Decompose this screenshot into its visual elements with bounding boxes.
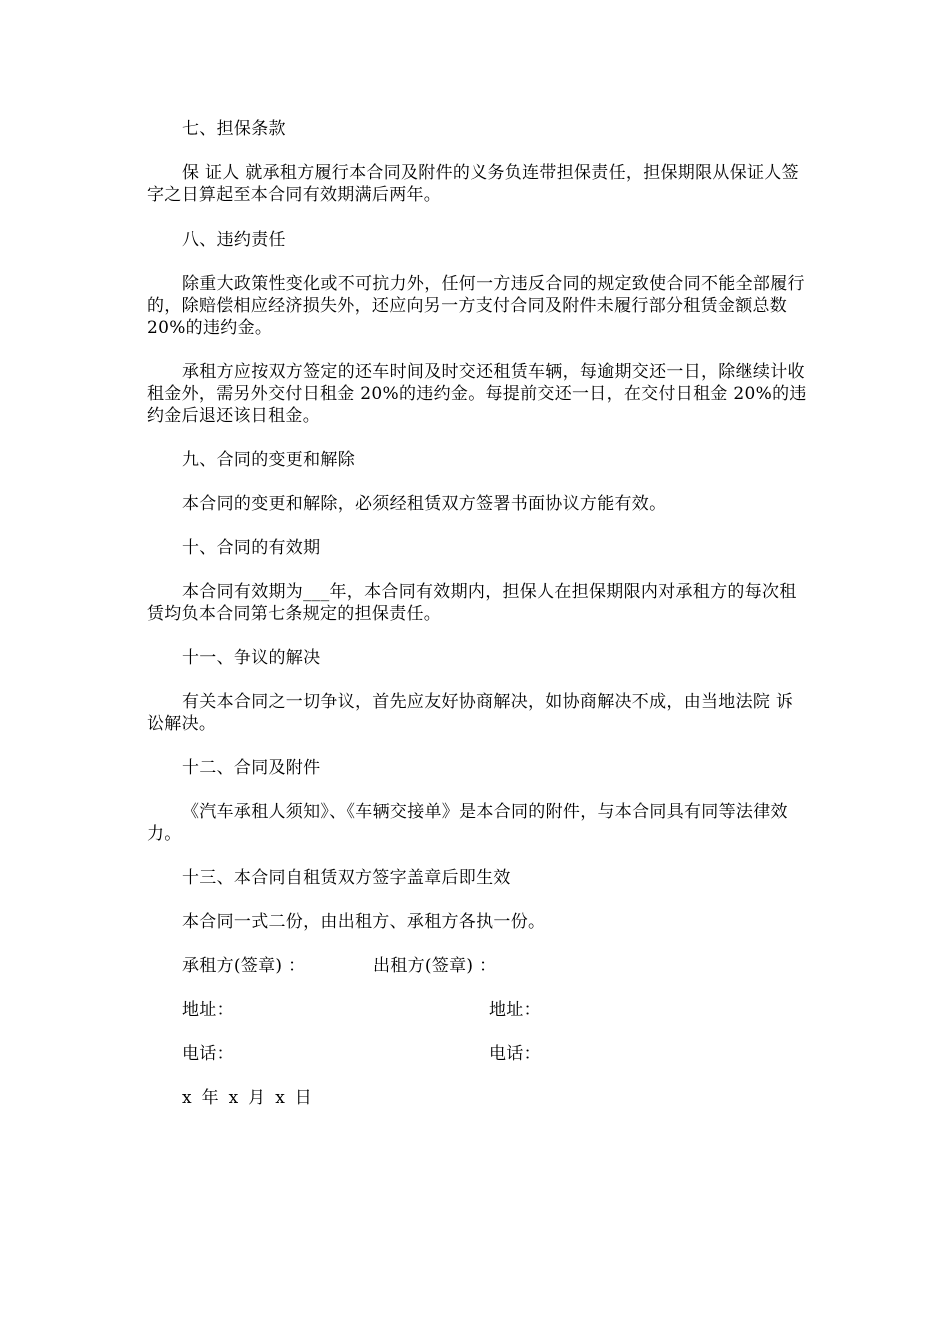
lessor-signature-label: 出租方(签章) ：	[373, 956, 497, 976]
lessor-address-label: 地址：	[489, 1000, 541, 1020]
section-heading-dispute: 十一、争议的解决	[182, 648, 321, 668]
paragraph-copies: 本合同一式二份，由出租方、承租方各执一份。	[182, 912, 546, 932]
paragraph-amendment: 本合同的变更和解除，必须经租赁双方签署书面协议方能有效。	[182, 494, 667, 514]
section-heading-attachments: 十二、合同及附件	[182, 758, 321, 778]
paragraph-breach-1: 除重大政策性变化或不可抗力外，任何一方违反合同的规定致使合同不能全部履行的，除赔偿相应经济损失外，还应向另一方支付合同及附件未履行部分租赁金额总数 20%的违约金。	[147, 274, 805, 338]
paragraph-breach-2: 承租方应按双方签定的还车时间及时交还租赁车辆，每逾期交还一日，除继续计收租金外，需另外交付日租金 20%的违约金。每提前交还一日，在交付日租金 20%的违约金后退还该日租金。	[147, 362, 807, 426]
paragraph-guarantee: 保 证人 就承租方履行本合同及附件的义务负连带担保责任，担保期限从保证人签字之日算起至本合同有效期满后两年。	[147, 163, 799, 205]
lessee-address-label: 地址：	[182, 1000, 234, 1020]
section-heading-amendment: 九、合同的变更和解除	[182, 450, 355, 470]
lessor-phone-label: 电话：	[489, 1044, 541, 1064]
paragraph-validity: 本合同有效期为___年，本合同有效期内，担保人在担保期限内对承租方的每次租赁均负本合同第七条规定的担保责任。	[147, 582, 797, 624]
section-heading-validity: 十、合同的有效期	[182, 538, 321, 558]
section-heading-breach: 八、违约责任	[182, 230, 286, 250]
paragraph-dispute: 有关本合同之一切争议，首先应友好协商解决，如协商解决不成，由当地法院 诉讼解决。	[147, 692, 794, 734]
section-heading-guarantee: 七、担保条款	[182, 119, 286, 139]
signing-date: x 年 x 月 x 日	[182, 1088, 313, 1108]
section-heading-effective: 十三、本合同自租赁双方签字盖章后即生效	[182, 868, 511, 888]
lessee-signature-label: 承租方(签章) ：	[182, 956, 306, 976]
lessee-phone-label: 电话：	[182, 1044, 234, 1064]
paragraph-attachments: 《汽车承租人须知》、《车辆交接单》是本合同的附件，与本合同具有同等法律效力。	[147, 802, 788, 844]
